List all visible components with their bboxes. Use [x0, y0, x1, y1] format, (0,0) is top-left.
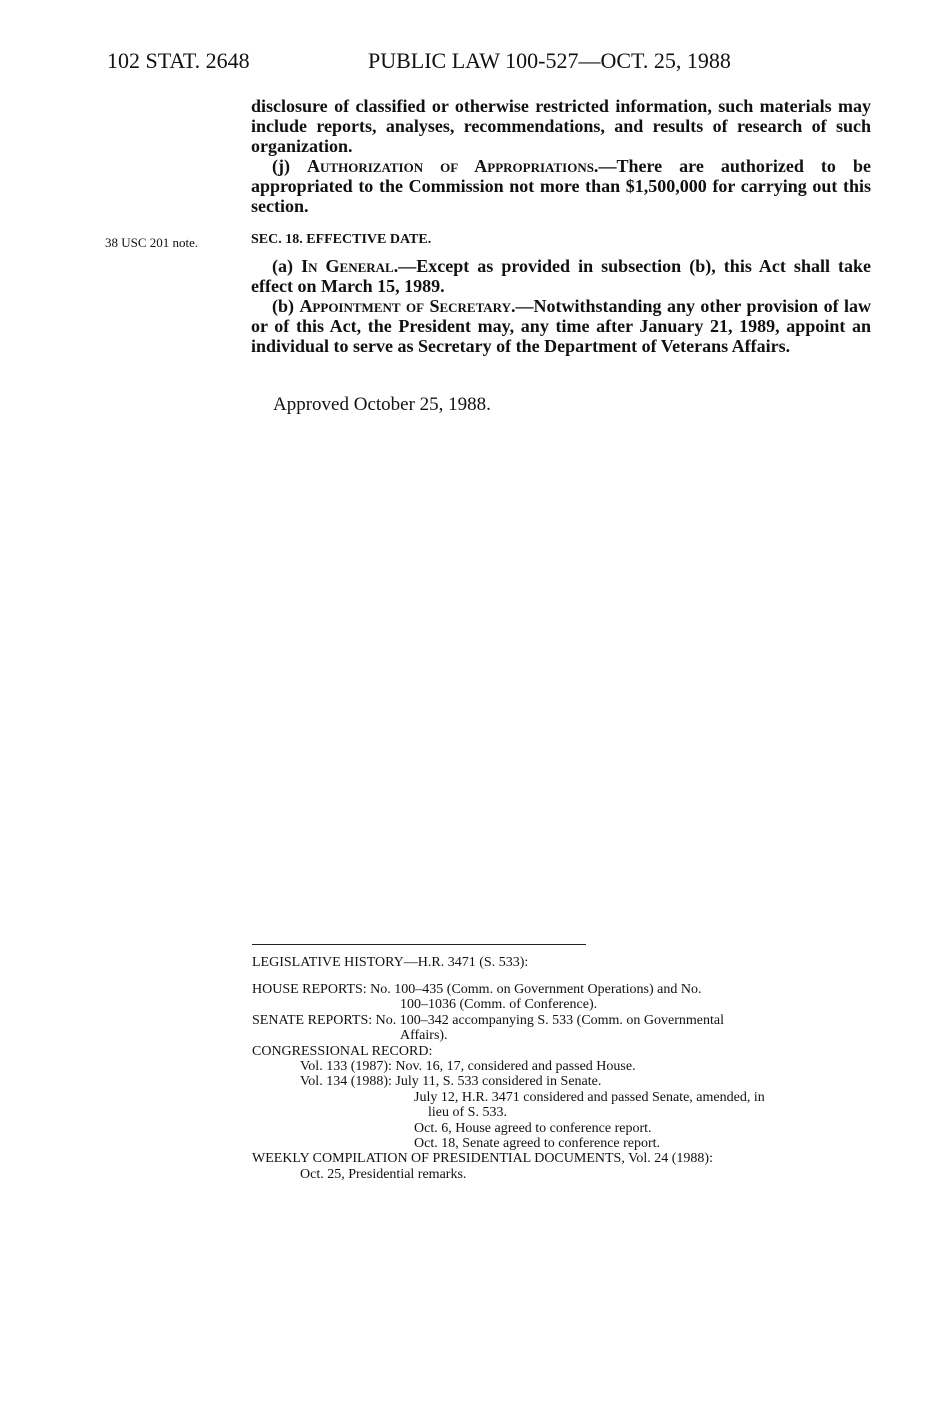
subsection-b	[251, 296, 871, 356]
margin-note: 38 USC 201 note.	[105, 235, 199, 250]
section-18-body	[251, 256, 871, 356]
house-reports-line-1: HOUSE REPORTS: No. 100–435 (Comm. on Government Operations) and No.	[252, 982, 702, 997]
senate-reports-line-2: Affairs).	[400, 1028, 448, 1043]
record-july12-line-2: lieu of S. 533.	[428, 1105, 507, 1120]
legislative-history-title: LEGISLATIVE HISTORY—H.R. 3471 (S. 533):	[252, 955, 529, 970]
subsection-j-heading: Authorization of Appropriations.	[307, 156, 599, 176]
congressional-record: CONGRESSIONAL RECORD:	[252, 1044, 433, 1059]
record-oct6: Oct. 6, House agreed to conference report.	[414, 1121, 652, 1136]
subsection-j	[251, 156, 871, 216]
subsection-a-label: (a)	[272, 256, 293, 276]
record-oct18: Oct. 18, Senate agreed to conference report.	[414, 1136, 661, 1151]
record-vol-134: Vol. 134 (1988): July 11, S. 533 considered in Senate.	[300, 1074, 602, 1089]
subsection-a-heading: In General.	[301, 256, 399, 276]
house-reports-line-2: 100–1036 (Comm. of Conference).	[400, 997, 598, 1012]
footnote-rule	[252, 944, 586, 945]
subsection-j-label: (j)	[272, 156, 290, 176]
weekly-compilation-line-1: WEEKLY COMPILATION OF PRESIDENTIAL DOCUMENTS, Vol. 24 (1988):	[252, 1151, 713, 1166]
subsection-j-text: —There are authorized to be appropriated to the Commission not more than $1,500,000 for carrying out this section.	[251, 156, 871, 216]
section-17-continuation	[251, 96, 871, 216]
page-reference: 102 STAT. 2648	[107, 48, 250, 73]
weekly-compilation-line-2: Oct. 25, Presidential remarks.	[300, 1167, 467, 1182]
record-july12-line-1: July 12, H.R. 3471 considered and passed Senate, amended, in	[414, 1090, 765, 1105]
running-head: PUBLIC LAW 100-527—OCT. 25, 1988	[368, 48, 731, 73]
record-vol-133: Vol. 133 (1987): Nov. 16, 17, considered and passed House.	[300, 1059, 636, 1074]
senate-reports-line-1: SENATE REPORTS: No. 100–342 accompanying S. 533 (Comm. on Governmental	[252, 1013, 725, 1028]
continued-paragraph: disclosure of classified or otherwise restricted information, such materials may include reports, analyses, recommendations, and results of research of such organization.	[251, 96, 871, 156]
subsection-b-heading: Appointment of Secretary.	[299, 296, 516, 316]
section-heading: SEC. 18. EFFECTIVE DATE.	[251, 232, 432, 247]
subsection-a	[251, 256, 871, 296]
subsection-b-label: (b)	[272, 296, 294, 316]
approval-date: Approved October 25, 1988.	[273, 394, 491, 415]
subsection-a-text: —Except as provided in subsection (b), this Act shall take effect on March 15, 1989.	[251, 256, 872, 296]
subsection-b-text: —Notwithstanding any other provision of law or of this Act, the President may, any time after January 21, 1989, appoint an individual to serve as Secretary of the Department of Veterans Affairs.	[251, 296, 872, 356]
